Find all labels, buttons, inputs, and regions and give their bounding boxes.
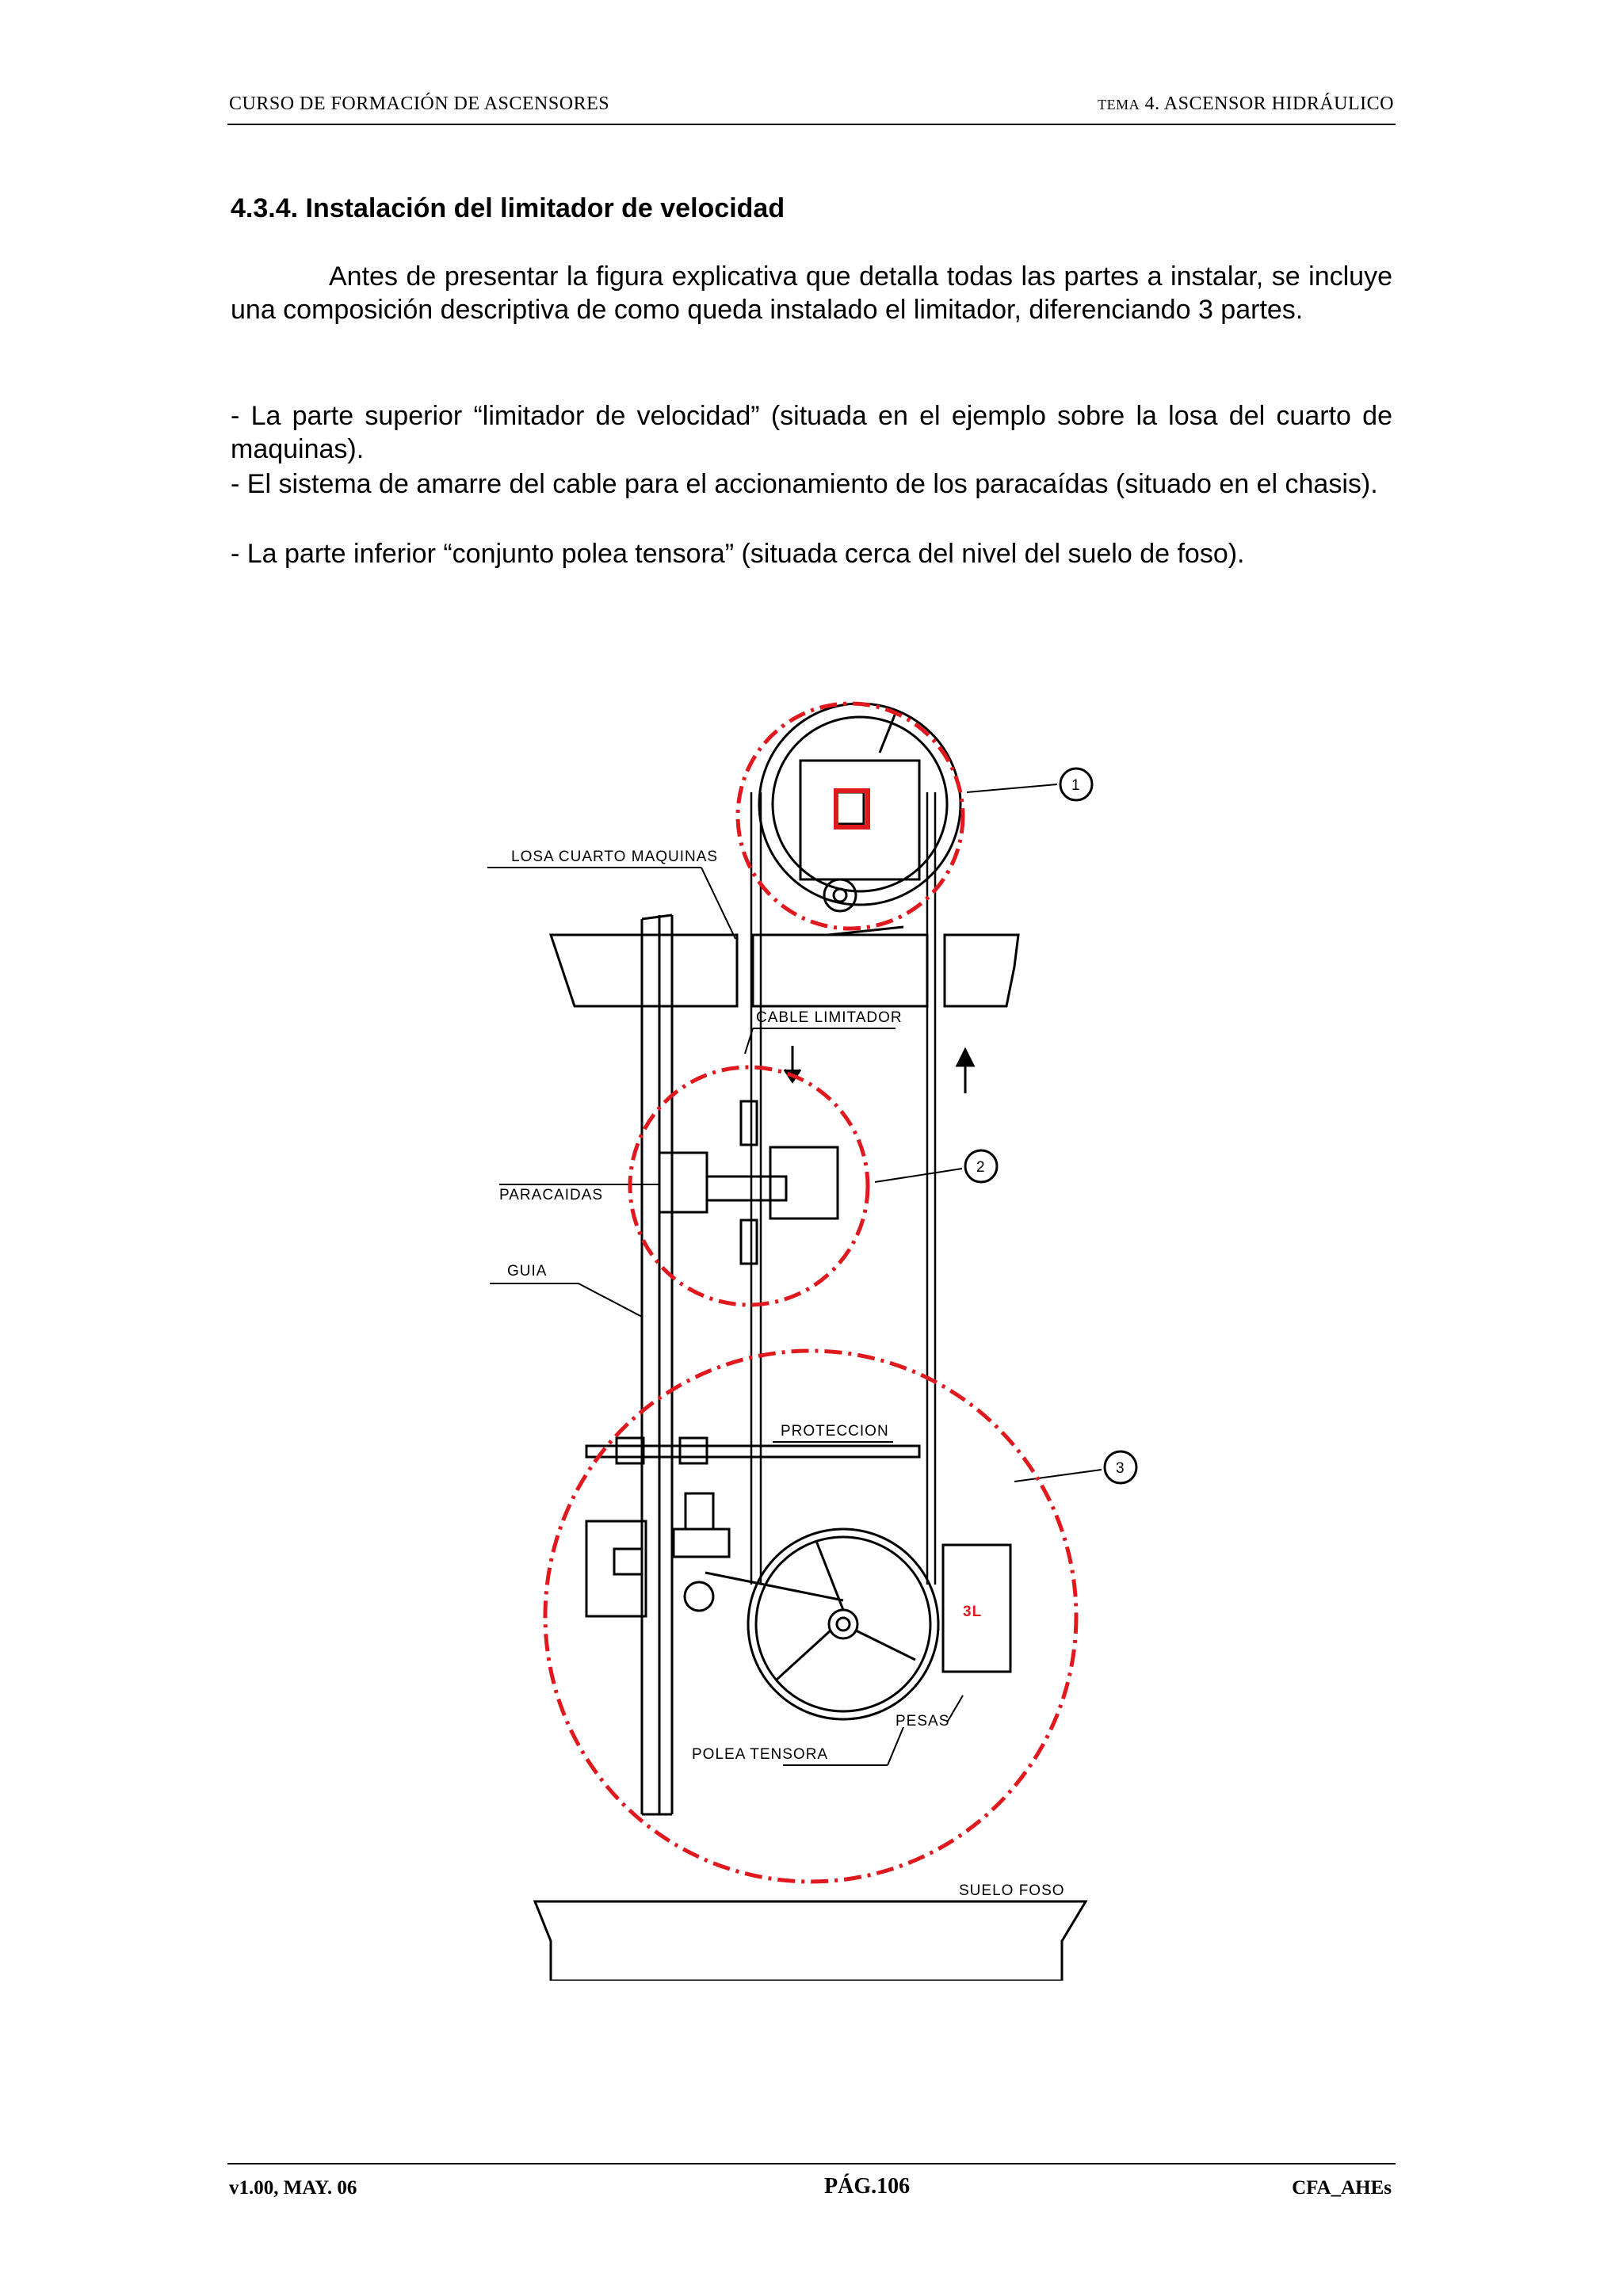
- callout-3-number: 3: [1116, 1460, 1125, 1477]
- footer-rule: [227, 2163, 1396, 2164]
- section-title: 4.3.4. Instalación del limitador de velocidad: [231, 193, 785, 223]
- label-guia: GUIA: [507, 1263, 548, 1280]
- footer-code: CFA_AHEs: [1292, 2177, 1392, 2199]
- label-suelo: SUELO FOSO: [959, 1882, 1065, 1899]
- highlight-circle-1: [738, 704, 963, 929]
- speed-governor-diagram: [404, 634, 1220, 1981]
- intro-paragraph: Antes de presentar la figura explicativa que detalla todas las partes a instalar, se incluye una composición descriptiva de como queda instalado el limitador, diferenciando 3 partes.: [231, 261, 1392, 325]
- list-item: - La parte superior “limitador de velocidad” (situada en el ejemplo sobre la losa del cuarto de maquinas).: [231, 401, 1392, 464]
- governor-wheel: [759, 704, 960, 935]
- label-cable: CABLE LIMITADOR: [756, 1009, 903, 1026]
- label-pesas: PESAS: [896, 1713, 950, 1730]
- footer-version: v1.00, MAY. 06: [229, 2177, 357, 2199]
- label-losa: LOSA CUARTO MAQUINAS: [511, 849, 719, 865]
- highlight-circle-2: [630, 1067, 868, 1305]
- handwritten-note: 3L: [963, 1604, 983, 1620]
- label-proteccion: PROTECCION: [781, 1423, 889, 1440]
- callout-2-number: 2: [976, 1159, 986, 1176]
- label-polea: POLEA TENSORA: [692, 1746, 829, 1763]
- list-item: - El sistema de amarre del cable para el accionamiento de los paracaídas (situado en el chasis).: [231, 469, 1378, 499]
- pit-floor: [535, 1901, 1086, 1981]
- machine-room-slab: [551, 935, 1018, 1006]
- safety-gear-assembly: [659, 1046, 838, 1264]
- callout-1-number: 1: [1071, 777, 1081, 794]
- header-chapter: 4. ASCENSOR HIDRÁULICO: [1140, 93, 1394, 114]
- header-right: [1098, 93, 1394, 115]
- footer-page: PÁG.106: [824, 2174, 911, 2199]
- header-tema-prefix: TEMA: [1098, 97, 1140, 113]
- header-rule: [227, 124, 1396, 125]
- header-left: CURSO DE FORMACIÓN DE ASCENSORES: [229, 93, 610, 114]
- guide-rail: [642, 915, 672, 1814]
- tension-pulley: [586, 1493, 938, 1719]
- list-item: - La parte inferior “conjunto polea tensora” (situada cerca del nivel del suelo de foso).: [231, 539, 1245, 569]
- label-paracaidas: PARACAIDAS: [499, 1187, 604, 1203]
